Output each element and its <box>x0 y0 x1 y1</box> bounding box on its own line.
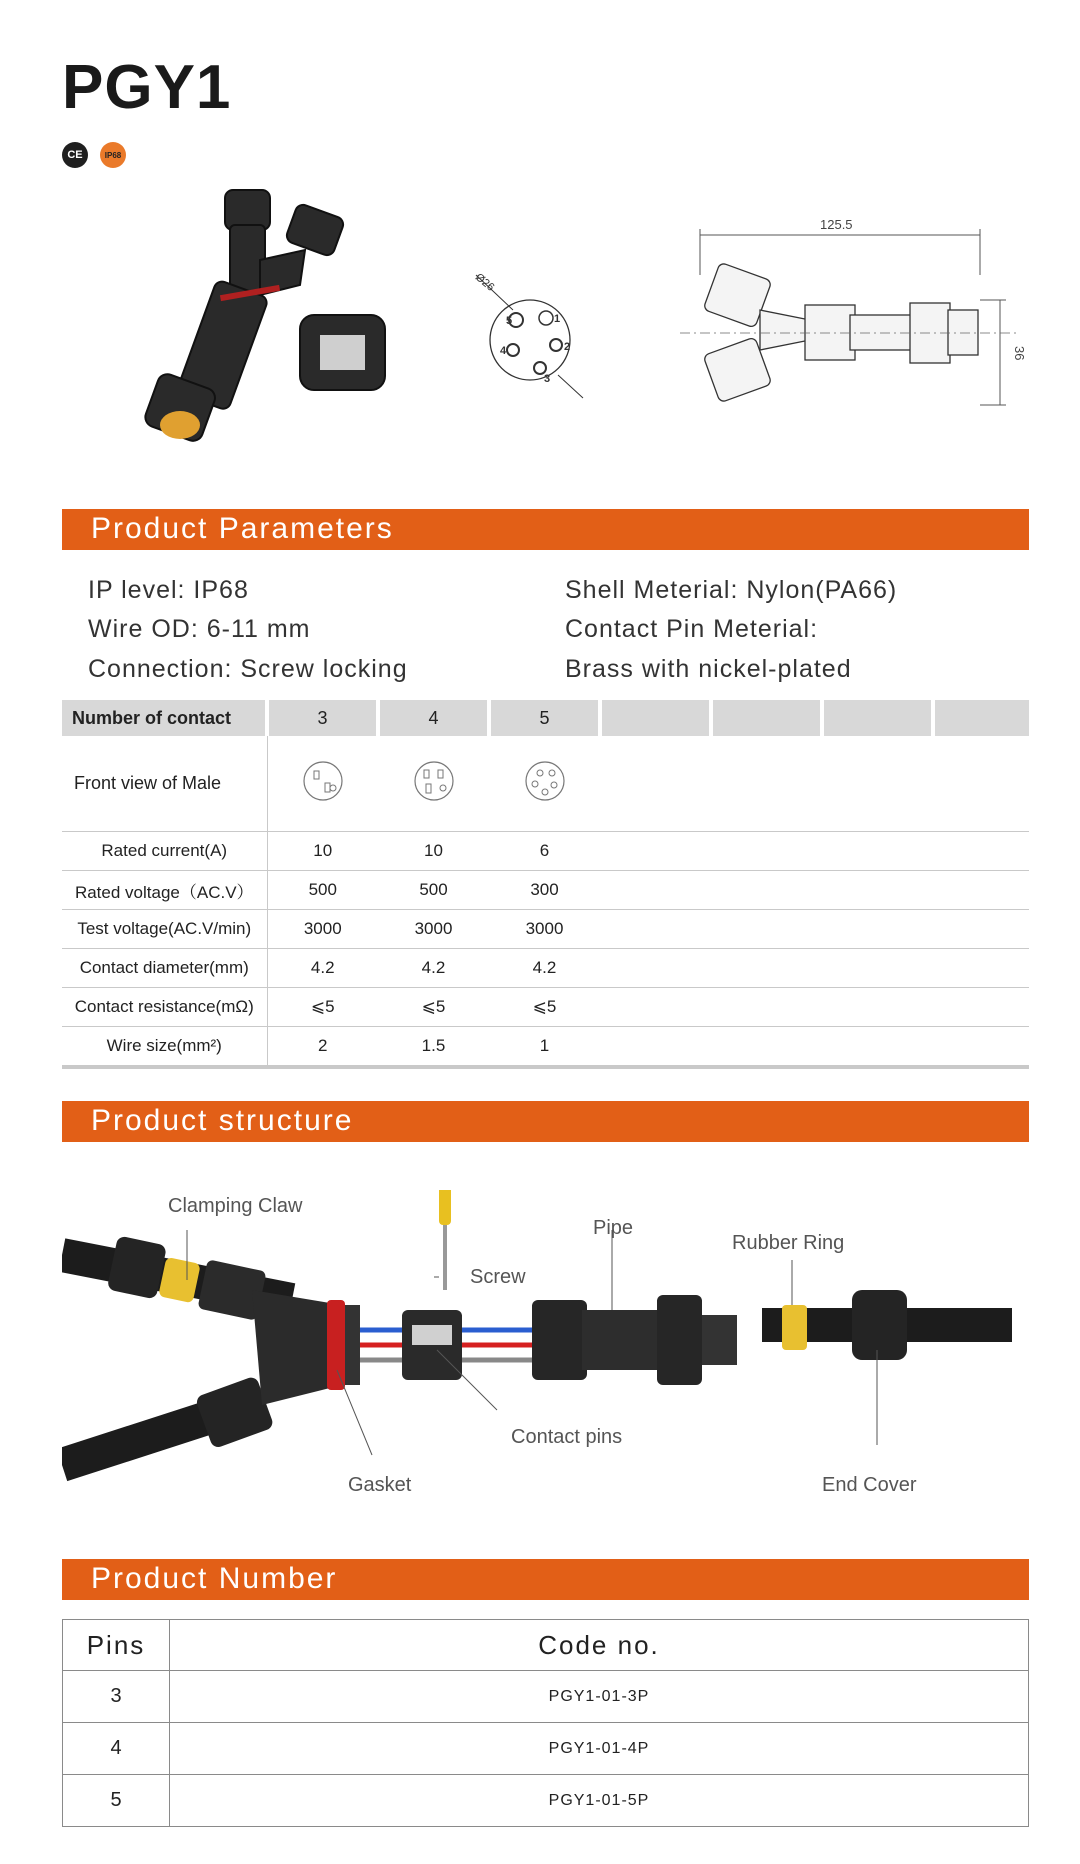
spec-header-row <box>62 700 1029 736</box>
param-connection: Connection: Screw locking <box>88 655 408 683</box>
spec-row-label: Rated current(A) <box>62 832 267 871</box>
spec-row-label: Wire size(mm²) <box>62 1027 267 1068</box>
front-view-5pin-icon <box>489 736 600 832</box>
dimension-drawing <box>680 215 1040 425</box>
diameter-label: Ø26 <box>472 271 497 294</box>
pins-header: Pins <box>63 1620 170 1671</box>
front-view-4pin-icon <box>378 736 489 832</box>
code-cell: PGY1-01-3P <box>170 1671 1029 1723</box>
height-dimension: 36 <box>1012 346 1027 361</box>
spec-cell: 1.5 <box>378 1027 489 1068</box>
front-view-3pin-icon <box>267 736 378 832</box>
structure-exploded-view <box>62 1190 1029 1500</box>
product-number-header-row <box>63 1620 1029 1671</box>
pins-cell: 3 <box>63 1671 170 1723</box>
spec-header-empty <box>822 700 933 736</box>
spec-cell: 3000 <box>267 910 378 949</box>
spec-row <box>62 988 1029 1027</box>
param-contact-pin-value: Brass with nickel-plated <box>565 655 852 683</box>
spec-table <box>62 700 1029 1069</box>
section-header-parameters <box>62 509 1029 550</box>
table-row <box>63 1723 1029 1775</box>
spec-cell: 1 <box>489 1027 600 1068</box>
ip68-badge-icon: IP68 <box>100 142 126 168</box>
spec-cell: 4.2 <box>378 949 489 988</box>
spec-row-label: Contact resistance(mΩ) <box>62 988 267 1027</box>
product-number-table <box>62 1619 1029 1827</box>
section-title: Product Number <box>91 1562 338 1595</box>
spec-cell: 4.2 <box>267 949 378 988</box>
param-ip-level: IP level: IP68 <box>88 576 249 604</box>
label-screw: Screw <box>470 1266 526 1288</box>
param-contact-pin-material: Contact Pin Meterial: <box>565 615 819 643</box>
code-cell: PGY1-01-5P <box>170 1775 1029 1827</box>
section-header-structure <box>62 1101 1029 1142</box>
spec-cell: 10 <box>267 832 378 871</box>
spec-row-label: Test voltage(AC.V/min) <box>62 910 267 949</box>
section-title: Product structure <box>91 1104 354 1137</box>
spec-cell: 500 <box>267 871 378 910</box>
table-row <box>63 1671 1029 1723</box>
spec-header-cell: 4 <box>378 700 489 736</box>
spec-row-label: Front view of Male <box>62 736 267 832</box>
spec-row-label: Rated voltage（AC.V） <box>62 871 267 910</box>
spec-row <box>62 832 1029 871</box>
spec-cell: 10 <box>378 832 489 871</box>
spec-header-label: Number of contact <box>62 700 267 736</box>
spec-cell: 3000 <box>378 910 489 949</box>
param-shell-material: Shell Meterial: Nylon(PA66) <box>565 576 898 604</box>
spec-row <box>62 910 1029 949</box>
spec-header-cell: 3 <box>267 700 378 736</box>
pin-label: 1 <box>554 313 561 325</box>
label-contact-pins: Contact pins <box>511 1426 623 1448</box>
spec-cell: 4.2 <box>489 949 600 988</box>
spec-row <box>62 871 1029 910</box>
spec-row <box>62 1027 1029 1068</box>
spec-row <box>62 949 1029 988</box>
spec-header-empty <box>600 700 711 736</box>
spec-row-label: Contact diameter(mm) <box>62 949 267 988</box>
pin-label: 4 <box>500 345 507 357</box>
spec-cell: 300 <box>489 871 600 910</box>
pin-label: 5 <box>506 315 513 327</box>
label-rubber-ring: Rubber Ring <box>732 1232 845 1254</box>
spec-header-cell: 5 <box>489 700 600 736</box>
spec-cell: 3000 <box>489 910 600 949</box>
pins-cell: 5 <box>63 1775 170 1827</box>
connector-product-image <box>130 180 410 460</box>
length-dimension: 125.5 <box>820 217 853 232</box>
spec-front-view-row <box>62 736 1029 832</box>
code-header: Code no. <box>170 1620 1029 1671</box>
spec-cell: ⩽5 <box>378 988 489 1027</box>
pin-label: 2 <box>564 341 571 353</box>
label-clamping-claw: Clamping Claw <box>168 1195 303 1217</box>
section-header-number <box>62 1559 1029 1600</box>
label-gasket: Gasket <box>348 1474 412 1496</box>
spec-cell: 2 <box>267 1027 378 1068</box>
label-end-cover: End Cover <box>822 1474 917 1496</box>
section-title: Product Parameters <box>91 512 394 545</box>
spec-header-empty <box>933 700 1029 736</box>
pins-cell: 4 <box>63 1723 170 1775</box>
label-pipe: Pipe <box>593 1217 634 1239</box>
spec-cell: 6 <box>489 832 600 871</box>
table-row <box>63 1775 1029 1827</box>
spec-cell: 500 <box>378 871 489 910</box>
pin-layout-drawing <box>468 270 598 400</box>
page-title: PGY1 <box>62 53 232 122</box>
ce-badge-icon: CE <box>62 142 88 168</box>
code-cell: PGY1-01-4P <box>170 1723 1029 1775</box>
param-wire-od: Wire OD: 6-11 mm <box>88 615 311 643</box>
spec-header-empty <box>711 700 822 736</box>
spec-cell: ⩽5 <box>489 988 600 1027</box>
spec-cell: ⩽5 <box>267 988 378 1027</box>
pin-label: 3 <box>544 373 551 385</box>
